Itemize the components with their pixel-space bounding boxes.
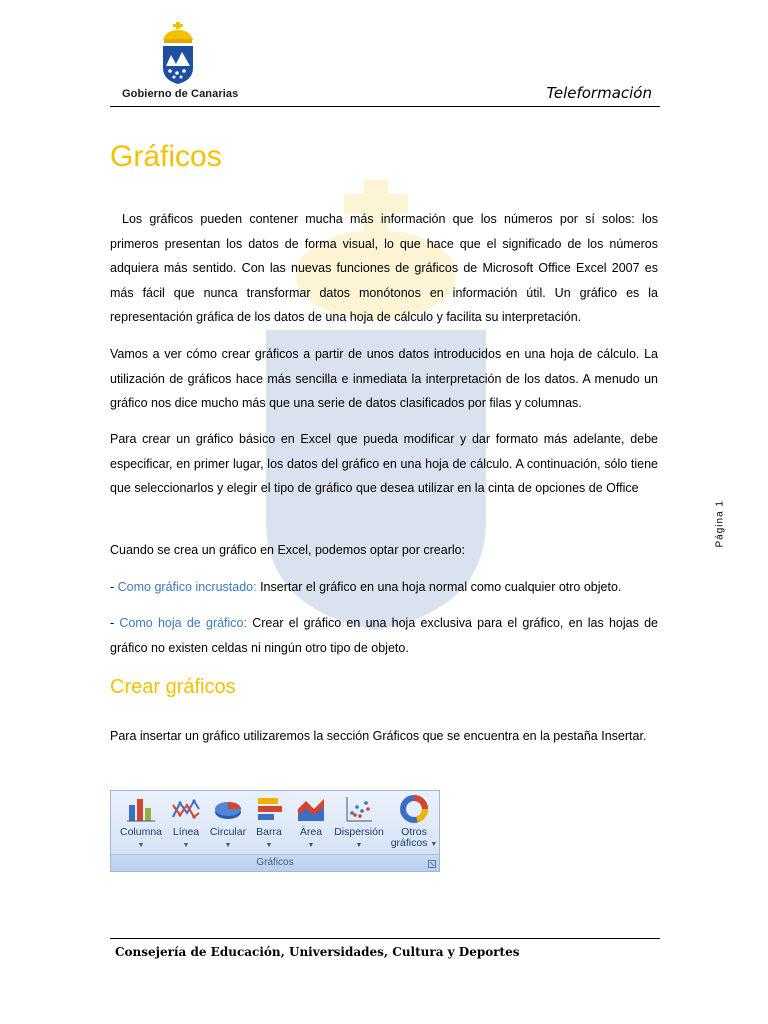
ribbon-button-label: Otros — [401, 826, 427, 838]
dropdown-arrow-icon: ▼ — [355, 842, 363, 849]
line-chart-icon — [171, 795, 201, 823]
section-title: Crear gráficos — [110, 676, 236, 698]
paragraph-options-intro: Cuando se crea un gráfico en Excel, podemos optar por crearlo: — [110, 543, 466, 557]
ribbon-button-otros-graficos[interactable] — [389, 795, 439, 850]
paragraph-intro: Los gráficos pueden contener mucha más información que los números por sí solos: los primeros presentan los datos de forma visual, lo que hace que el significado de los números adquiera más sentido. Con las nuevas funciones de gráficos de Microsoft Office Excel 2007 es más fácil que nunca transformar datos monótonos en información útil. Un gráfico es la representación gráfica de los datos de una hoja de cálculo y facilita su interpretación. — [110, 212, 658, 324]
option-term: Como hoja de gráfico: — [119, 616, 247, 630]
ribbon-button-linea[interactable] — [167, 795, 205, 851]
footer-text: Consejería de Educación, Universidades, Cultura y Deportes — [115, 945, 520, 959]
ribbon-button-barra[interactable] — [251, 795, 287, 851]
option-prefix: - — [110, 616, 120, 630]
ribbon-button-dispersion[interactable] — [331, 795, 387, 851]
ribbon-button-columna[interactable] — [117, 795, 165, 851]
option-chart-sheet — [110, 611, 658, 660]
dropdown-arrow-icon: ▼ — [137, 842, 145, 849]
ribbon-group-title: Gráficos — [256, 857, 294, 868]
scatter-chart-icon — [344, 795, 374, 823]
page-title: Gráficos — [110, 140, 222, 173]
charts-ribbon-group — [110, 790, 440, 872]
option-term: Como gráfico incrustado: — [117, 580, 257, 594]
pie-chart-icon — [213, 795, 243, 823]
header-title: Teleformación — [546, 84, 652, 102]
option-embedded-chart — [110, 575, 658, 600]
ribbon-button-label: Barra — [256, 826, 282, 838]
crest-icon — [158, 22, 198, 86]
dropdown-arrow-icon: ▼ — [430, 841, 438, 848]
dropdown-arrow-icon: ▼ — [224, 842, 232, 849]
page-number-text: Página 1 — [714, 500, 726, 548]
bar-chart-icon — [254, 795, 284, 823]
ribbon-button-label: Circular — [209, 826, 247, 838]
header-divider — [110, 106, 660, 107]
footer-divider — [110, 938, 660, 939]
ribbon-button-area[interactable] — [291, 795, 331, 851]
other-charts-icon — [399, 795, 429, 823]
paragraph-how-to: Vamos a ver cómo crear gráficos a partir de unos datos introducidos en una hoja de cálculo. La utilización de gráficos hace más sencilla e inmediata la interpretación de los datos. A menudo un gráfico nos dice mucho más que una serie de datos clasificados por filas y columnas. — [110, 347, 658, 410]
page-number — [712, 490, 728, 550]
paragraph-create-basic: Para crear un gráfico básico en Excel que pueda modificar y dar formato más adelante, debe especificar, en primer lugar, los datos del gráfico en una hoja de cálculo. A continuación, sólo tiene que seleccionarlos y elegir el tipo de gráfico que desea utilizar en la cinta de opciones de Office — [110, 432, 658, 495]
ribbon-button-label: Área — [299, 826, 323, 838]
dialog-launcher-icon[interactable] — [428, 860, 436, 868]
dropdown-arrow-icon: ▼ — [265, 842, 273, 849]
option-prefix: - — [110, 580, 118, 594]
paragraph-insert-chart: Para insertar un gráfico utilizaremos la sección Gráficos que se encuentra en la pestaña Insertar. — [110, 729, 647, 743]
ribbon-button-circular[interactable] — [207, 795, 249, 851]
ribbon-button-label: Dispersión — [334, 826, 384, 838]
option-description: Crear el gráfico en una hoja exclusiva para el gráfico, en las hojas de gráfico no existen celdas ni ningún otro tipo de objeto. — [110, 616, 658, 655]
ribbon-group-label — [111, 854, 439, 871]
gobierno-logo — [110, 22, 242, 106]
option-description: Insertar el gráfico en una hoja normal como cualquier otro objeto. — [256, 580, 622, 594]
column-chart-icon — [126, 795, 156, 823]
dropdown-arrow-icon: ▼ — [307, 842, 315, 849]
ribbon-button-label: Columna — [119, 826, 163, 838]
dropdown-arrow-icon: ▼ — [182, 842, 190, 849]
area-chart-icon — [296, 795, 326, 823]
ribbon-button-label-2: gráficos — [390, 837, 428, 849]
ribbon-button-label: Línea — [172, 826, 200, 838]
logo-text: Gobierno de Canarias — [122, 88, 239, 100]
